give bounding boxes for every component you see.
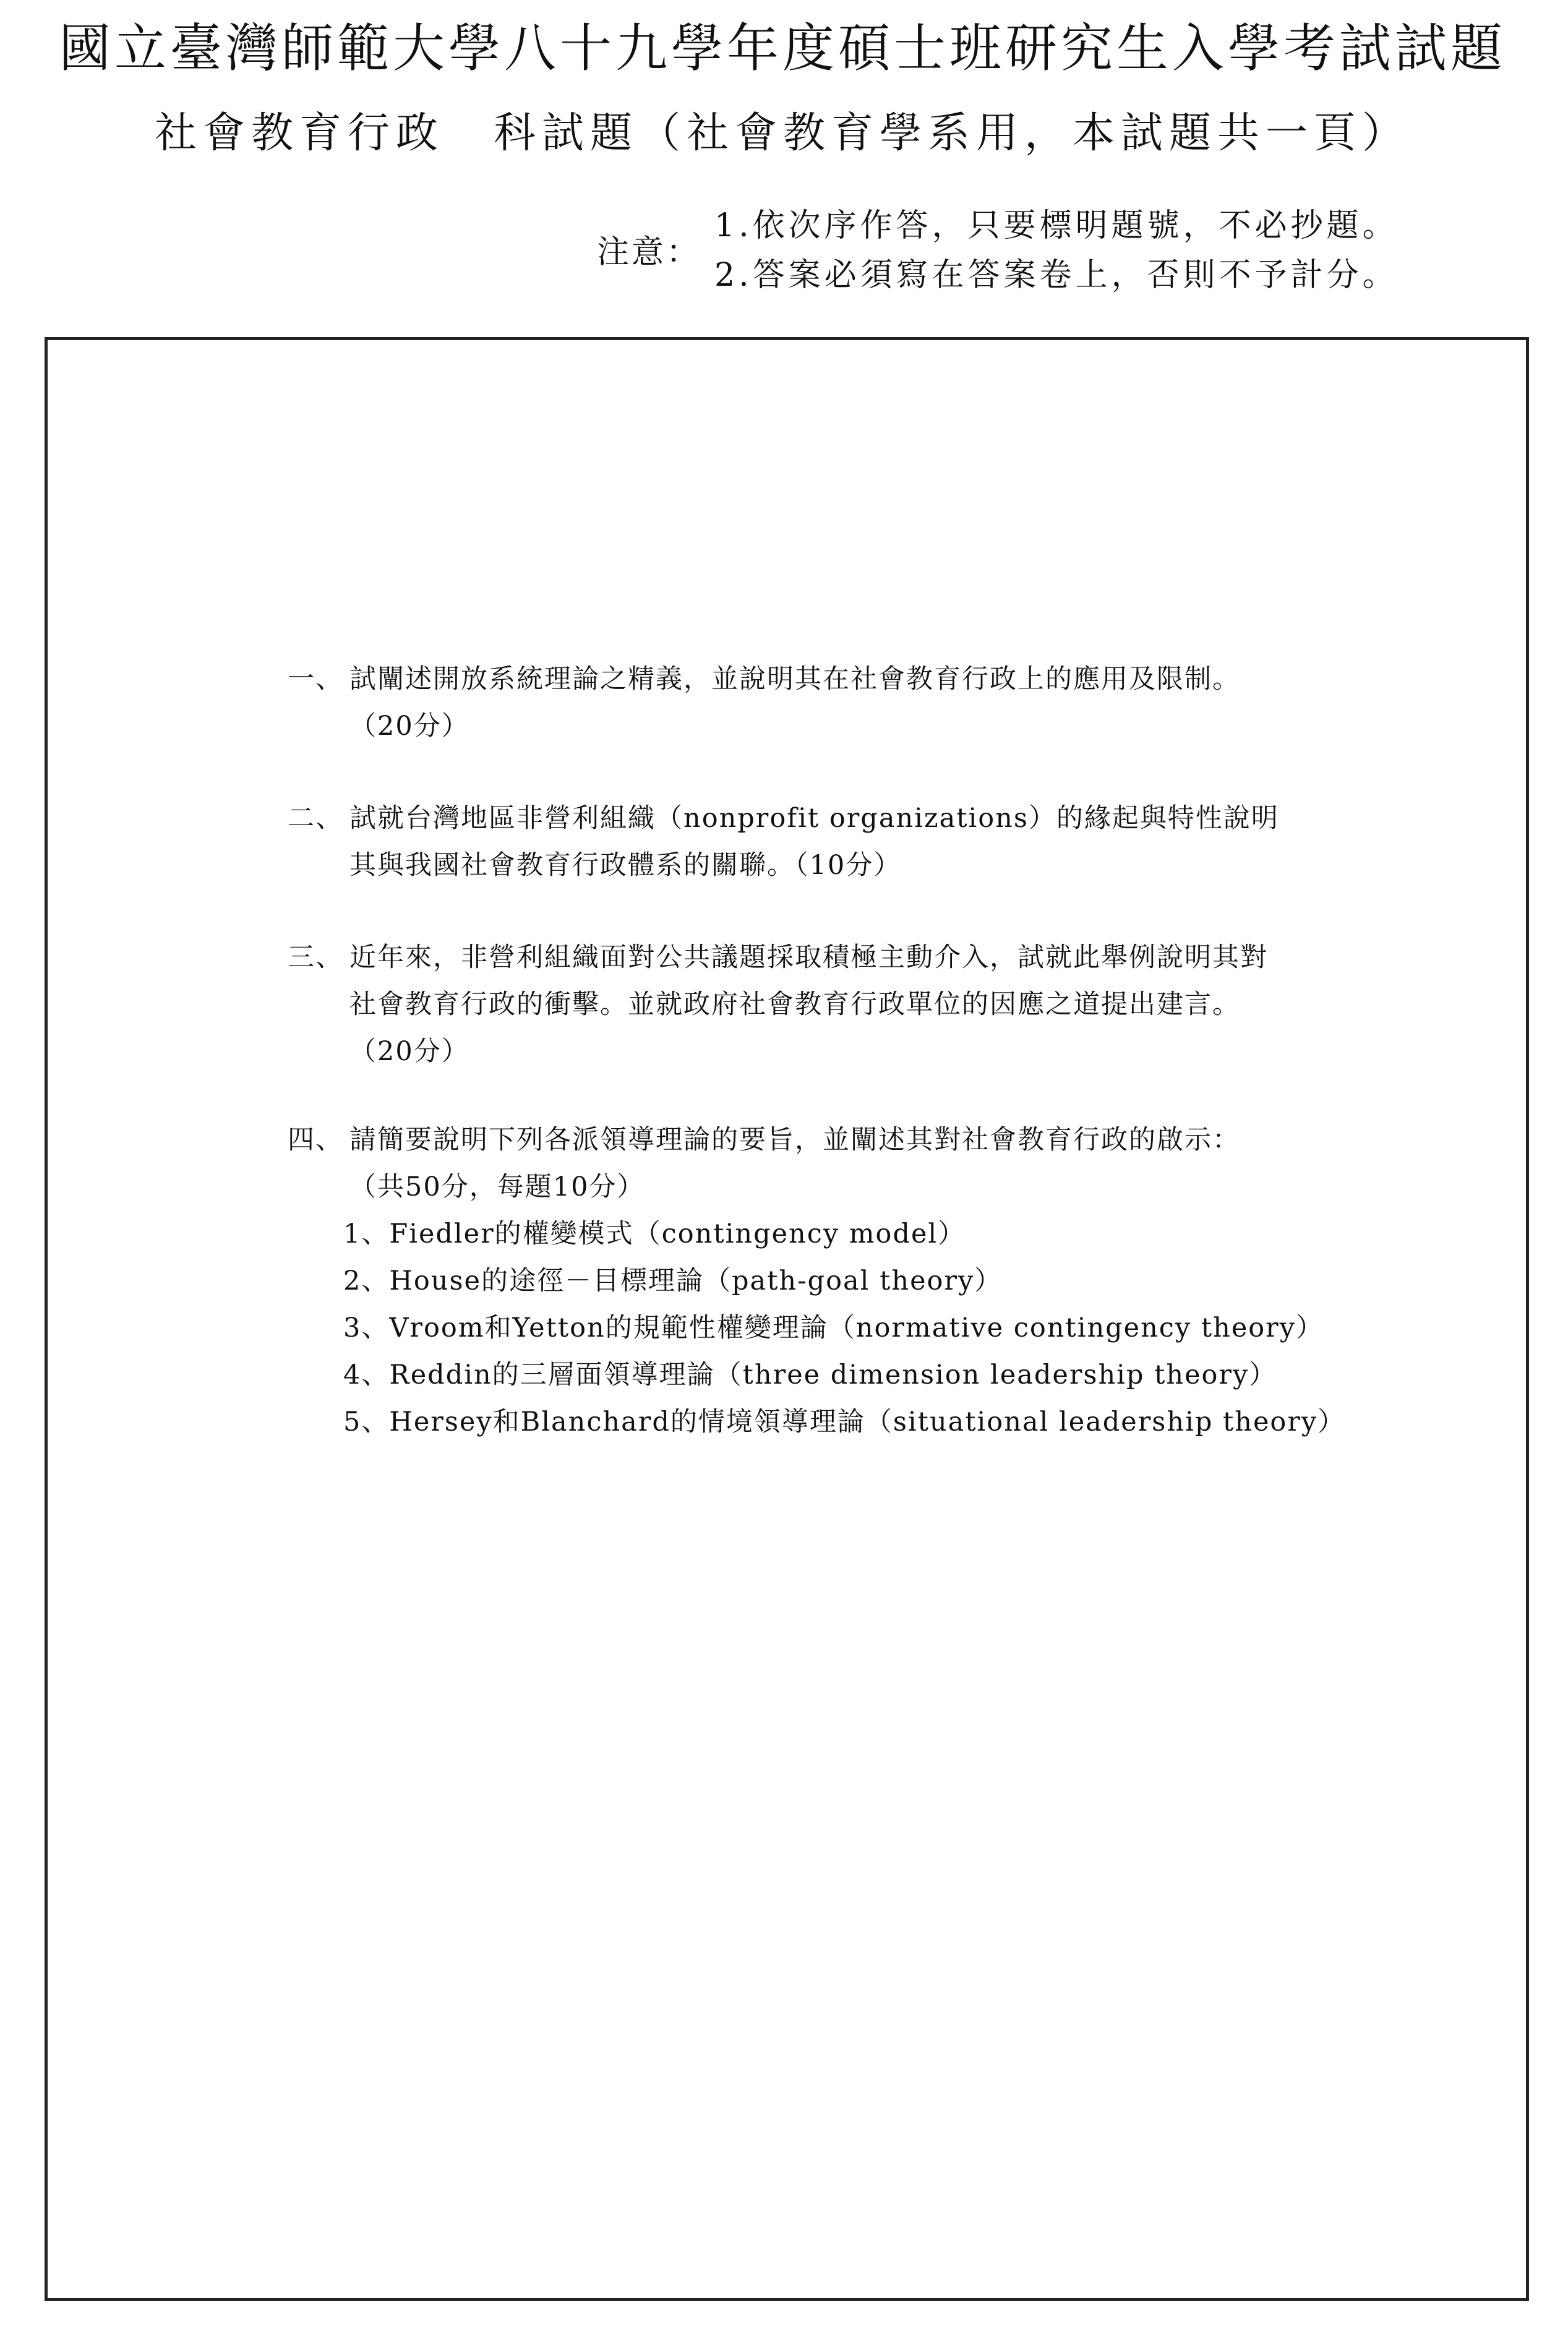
notice-item: 2.答案必須寫在答案卷上，否則不予計分。: [714, 257, 1399, 294]
notice-items: [714, 201, 1399, 300]
question-1: [288, 656, 1240, 750]
question-2: [288, 795, 1279, 889]
sub-item: 4、Reddin的三層面領導理論（three dimension leadership theory）: [343, 1360, 1277, 1390]
question-line: 社會教育行政的衝擊。並就政府社會教育行政單位的因應之道提出建言。: [349, 989, 1240, 1020]
question-number: 一、: [288, 664, 343, 695]
question-line: 其與我國社會教育行政體系的關聯。（10分）: [349, 850, 902, 881]
question-number: 三、: [288, 942, 343, 973]
question-4: [288, 1116, 1345, 1445]
subject-suffix: 科試題（社會教育學系用，本試題共一頁）: [494, 109, 1411, 158]
notice-label: 注意：: [597, 234, 701, 271]
exam-subtitle: [155, 108, 1410, 159]
question-number: 二、: [288, 803, 343, 834]
question-line: 試就台灣地區非營利組織（nonprofit organizations）的緣起與特性說明: [349, 803, 1279, 834]
sub-item: 3、Vroom和Yetton的規範性權變理論（normative contingency theory）: [343, 1313, 1324, 1343]
sub-item: 5、Hersey和Blanchard的情境領導理論（situational leadership theory）: [343, 1407, 1346, 1437]
question-line: 請簡要說明下列各派領導理論的要旨，並闡述其對社會教育行政的啟示：: [349, 1124, 1240, 1155]
question-number: 四、: [288, 1124, 343, 1155]
question-line: （20分）: [349, 1036, 469, 1067]
question-line: 試闡述開放系統理論之精義，並說明其在社會教育行政上的應用及限制。: [349, 664, 1240, 695]
question-line: （20分）: [349, 711, 469, 742]
exam-title: 國立臺灣師範大學八十九學年度碩士班研究生入學考試試題: [59, 18, 1507, 79]
sub-item: 2、House的途徑－目標理論（path-goal theory）: [343, 1265, 1003, 1296]
question-line: （共50分，每題10分）: [349, 1171, 645, 1202]
subject-name: 社會教育行政: [155, 109, 445, 158]
sub-item-list: [288, 1210, 1345, 1445]
notice-item: 1.依次序作答，只要標明題號，不必抄題。: [714, 207, 1399, 244]
question-line: 近年來，非營利組織面對公共議題採取積極主動介入，試就此舉例說明其對: [349, 942, 1268, 973]
question-3: [288, 934, 1268, 1075]
sub-item: 1、Fiedler的權變模式（contingency model）: [343, 1218, 966, 1249]
